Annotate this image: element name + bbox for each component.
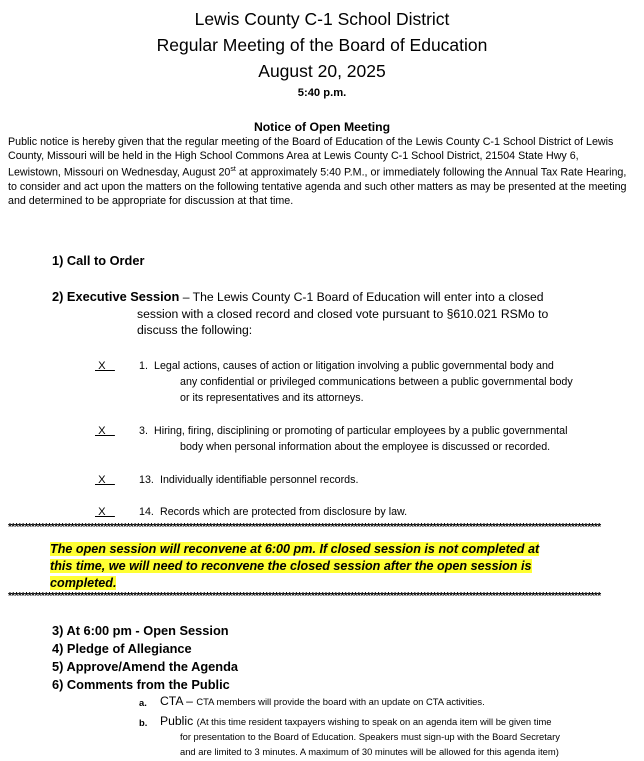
reconvene-line: The open session will reconvene at 6:00 pm. If closed session is not completed at [50, 542, 540, 556]
agenda-item-open-session: 3) At 6:00 pm - Open Session [52, 623, 229, 638]
agenda-item-approve-agenda: 5) Approve/Amend the Agenda [52, 659, 239, 674]
exec-item-mark: X [95, 425, 115, 437]
exec-item-text: Legal actions, causes of action or litigation involving a public governmental body and [154, 360, 554, 372]
notice-body-sup: st [230, 166, 236, 174]
reconvene-line: completed. [50, 576, 117, 590]
agenda-item-public-comments: 6) Comments from the Public [52, 677, 230, 692]
agenda-item-pledge: 4) Pledge of Allegiance [52, 641, 192, 656]
sub-item-cta-title: CTA – [160, 694, 197, 708]
meeting-date: August 20, 2025 [258, 61, 386, 81]
meeting-time: 5:40 p.m. [297, 87, 347, 99]
notice-body-b: at approximately 5:40 P.M., or immediately following the Annual Tax Rate Hearing, to consider and act upon the matters on the following tentative agenda and such other matters as may be presented at the meeting and determined to be appropriate for discussion at that time. [8, 166, 627, 208]
exec-item-mark: X [95, 474, 115, 486]
exec-item-text: Records which are protected from disclosure by law. [160, 506, 408, 518]
executive-session-line1: The Lewis County C-1 Board of Education will enter into a closed [192, 290, 544, 304]
exec-item-number: 13. [139, 474, 154, 486]
exec-item-text: Individually identifiable personnel records. [160, 474, 359, 486]
sub-item-cta-note: CTA members will provide the board with an update on CTA activities. [196, 696, 485, 707]
exec-item-number: 14. [139, 506, 154, 518]
exec-item-text: Hiring, firing, disciplining or promoting of particular employees by a public governmental [154, 425, 568, 437]
notice-body-a: Public notice is hereby given that the regular meeting of the Board of Education of the Lewis County C-1 School District of Lewis County, Missouri will be held in the High School Commons Area at Lewis County C-1 School District, 21504 State Hwy 6, Lewistown, Missouri on Wednesday, August 20 [8, 136, 614, 179]
notice-body [8, 135, 628, 209]
exec-item-text: or its representatives and its attorneys. [180, 392, 364, 404]
executive-session-line3: discuss the following: [137, 323, 253, 337]
sub-item-public-title: Public [160, 714, 197, 728]
exec-item-text: body when personal information about the employee is discussed or recorded. [180, 441, 551, 453]
exec-item-mark: X [95, 360, 115, 372]
executive-session-label: 2) Executive Session [52, 289, 180, 304]
star-divider: ************************************************************************************************************************************************************************************ [8, 592, 601, 602]
sub-item-public [160, 714, 551, 728]
district-title: Lewis County C-1 School District [194, 9, 450, 29]
sub-item-letter: a. [139, 697, 147, 708]
agenda-item-call-to-order: 1) Call to Order [52, 253, 145, 268]
executive-session-line2: session with a closed record and closed vote pursuant to §610.021 RSMo to [137, 307, 549, 321]
sub-item-public-note: for presentation to the Board of Education. Speakers must sign-up with the Board Secretary [180, 731, 560, 742]
agenda-item-executive-session [52, 289, 622, 305]
executive-session-dash: – [179, 290, 193, 304]
exec-item-number: 1. [139, 360, 148, 372]
exec-item-text: any confidential or privileged communications between a public governmental body [180, 376, 573, 388]
reconvene-line: this time, we will need to reconvene the closed session after the open session is [50, 559, 532, 573]
sub-item-letter: b. [139, 717, 148, 728]
sub-item-cta [160, 694, 485, 708]
sub-item-public-note: (At this time resident taxpayers wishing to speak on an agenda item will be given time [196, 716, 552, 727]
star-divider: ************************************************************************************************************************************************************************************ [8, 523, 601, 533]
sub-item-public-note: and are limited to 3 minutes. A maximum of 30 minutes will be allowed for this agenda item) [180, 746, 559, 757]
exec-item-mark: X [95, 506, 115, 518]
meeting-title: Regular Meeting of the Board of Education [156, 35, 488, 55]
notice-title: Notice of Open Meeting [253, 120, 391, 134]
exec-item-number: 3. [139, 425, 148, 437]
reconvene-notice [50, 541, 590, 592]
